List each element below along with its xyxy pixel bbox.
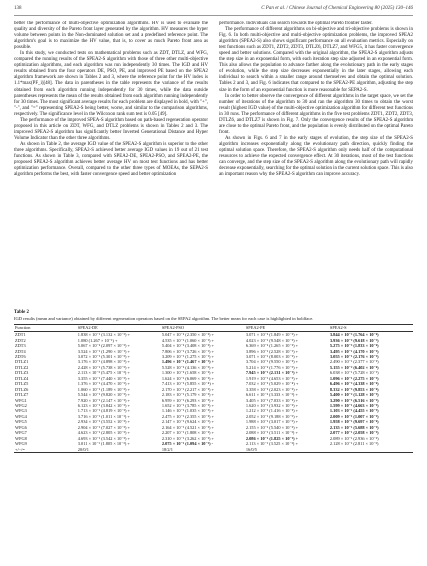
value-cell: 3.358 × 10⁻² (2.023 × 10⁻²) + — [245, 386, 299, 392]
value-cell: 1.958 × 10⁻¹ (9.697 × 10⁻⁴) — [329, 419, 379, 425]
page-number: 138 — [14, 6, 22, 11]
value-cell: 5.528 × 10⁻² (4.136 × 10⁻³) + — [161, 364, 215, 370]
value-cell: 3.011 × 10⁻¹ (1.805 × 10⁻²) + — [77, 441, 130, 447]
column-header: Function — [14, 324, 77, 332]
value-cell: 1.096 × 10⁻¹ (2.275 × 10⁻²) — [329, 375, 379, 381]
value-cell: 2.428 × 10⁻¹ (5.738 × 10⁻³) + — [77, 364, 130, 370]
value-cell: 1.919 × 10⁻¹ (4.653 × 10⁻²) + — [245, 375, 299, 381]
value-cell: 2.904 × 10⁻¹ (7.027 × 10⁻²) + — [77, 424, 130, 430]
value-cell: 20/0/1 — [77, 447, 161, 453]
value-cell: 2.088 × 10⁻¹ (3.511 × 10⁻³) + — [245, 430, 298, 436]
value-cell: 2.086 × 10⁻¹ (1.825 × 10⁻²) + — [245, 435, 299, 441]
value-cell: 5.155 × 10⁻² (6.402 × 10⁻⁴) — [329, 364, 379, 370]
column-header: SPEA2-PSO — [161, 324, 245, 332]
value-cell: 1.376 × 10⁻¹ (4.470 × 10⁻³) + — [77, 381, 130, 387]
value-cell: 1.212 × 10⁻¹ (1.416 × 10⁻²) + — [245, 408, 299, 414]
value-cell: 2.113 × 10⁻¹ (3.525 × 10⁻²) + — [245, 441, 298, 447]
value-cell: 1.599 × 10⁻¹ (4.663 × 10⁻²) — [329, 403, 379, 409]
value-cell: 1.496 × 10⁻¹ (1.467 × 10⁻¹) + — [161, 359, 215, 365]
function-cell: DTLZ5 — [15, 381, 29, 387]
function-cell: WFG1 — [15, 397, 27, 403]
value-cell: 3.524 × 10⁻¹ (1.290 × 10⁻¹) + — [77, 348, 130, 354]
page-header — [14, 6, 413, 11]
value-cell: 3.072 × 10⁻¹ (5.301 × 10⁻²) + — [77, 353, 130, 359]
function-cell: WFG9 — [15, 441, 27, 447]
value-cell: 2.490 × 10⁻¹ (2.377 × 10⁻²) — [329, 359, 379, 365]
body-columns — [14, 21, 413, 304]
value-cell: 3.844 × 10⁻³ (1.764 × 10⁻⁴) — [329, 332, 379, 338]
header-rule — [14, 15, 413, 16]
value-cell: 3.071 × 10⁻¹ (8.003 × 10⁻²) + — [245, 353, 299, 359]
function-cell: WFG7 — [15, 430, 27, 436]
value-cell: 7.032 × 10⁻³ (5.029 × 10⁻⁴) + — [245, 381, 299, 387]
paragraph: As shown in Table 2, the average IGD value of the SPEA2-S algorithm is superior to the other three algorithms. Specifically, SPEA2-S achieved better average IGD values in 19 out of 21 test functions. As shown in Table 3, compared with SPEA2-DE, SPEA2-PSO, and SPEA2-PE, the proposed SPEA2-S algorithm achieves better average HV on most test functions and has better optimization performance. Overall, compared to the other three types of MOEAs, the SEPA2-S algorithm performs the best, with faster convergence speed and better optimization — [14, 141, 208, 178]
function-cell: WFG5 — [15, 419, 27, 425]
journal-citation: C Pan et al. / Chinese Journal of Chemical Engineering 80 (2025) 130–146 — [261, 6, 413, 11]
value-cell: 1.838 × 10⁻¹ (3.132 × 10⁻²) + — [77, 332, 130, 338]
value-cell: 2.310 × 10⁻¹ (3.262 × 10⁻²) + — [161, 435, 215, 441]
value-cell: 2.147 × 10⁻¹ (9.624 × 10⁻³) + — [161, 419, 215, 425]
value-cell: 6.369 × 10⁻² (1.265 × 10⁻²) + — [245, 343, 299, 349]
value-cell: 5.400 × 10⁻² (1.128 × 10⁻²) — [329, 392, 379, 398]
paragraph: In this study, we conducted tests on mathematical problems such as ZDT, DTLZ, and WFG, compared the running results of the SPEA2-S algorithm with those of three other multi-objective optimization algorithms, and each algorithm was run independently 30 times. The IGD and HV results obtained from the four operators DE, PSO, PE, and improved PE based on the SPEA2 algorithm framework are shown in Tables 2 and 3, where the reference point for the HV index is 1.1*max(PF_i)[48]. The data in parentheses in the table represents the variance of the results obtained from each algorithm running independently for 30 times, while the data outside parentheses represents the mean of the results obtained from each algorithm running independently for 30 times. The most significant average results for each problem are displayed in bold, with "+", "-", and "=" representing SPEA2-S being better, worse, and similar to the comparison algorithms, respectively. The significance level in the Wilcoxon rank sum test is 0.05 [49]. — [14, 51, 208, 117]
value-cell: 5.214 × 10⁻² (1.776 × 10⁻³) + — [245, 364, 299, 370]
value-cell: 7.413 × 10⁻³ (5.855 × 10⁻⁴) + — [161, 381, 215, 387]
value-cell: 3.936 × 10⁻³ (9.618 × 10⁻⁵) — [329, 337, 379, 343]
value-cell: 3.716 × 10⁻¹ (1.011 × 10⁻¹) + — [77, 413, 130, 419]
value-cell: 3.495 × 10⁻¹ (4.170 × 10⁻²) — [329, 348, 379, 354]
left-column — [14, 21, 208, 304]
function-cell: DTLZ6 — [15, 386, 29, 392]
function-cell: WFG8 — [15, 435, 27, 441]
value-cell: 2.089 × 10⁻¹ (2.936 × 10⁻³) — [329, 435, 379, 441]
value-cell: 4.535 × 10⁻¹ (1.060 × 10⁻¹) + — [161, 337, 215, 343]
value-cell: 3.704 × 10⁻¹ (9.550 × 10⁻²) + — [245, 359, 299, 365]
table-2 — [14, 310, 413, 453]
table-body — [14, 332, 413, 453]
value-cell: 5.275 × 10⁻³ (1.833 × 10⁻⁴) — [329, 343, 379, 349]
value-cell: 16/0/5 — [245, 447, 329, 453]
function-cell: +/−/= — [14, 447, 77, 453]
value-cell: 3.071 × 10⁻² (1.849 × 10⁻²) + — [245, 332, 299, 338]
value-cell: 2.009 × 10⁻¹ (1.007 × 10⁻²) — [329, 413, 379, 419]
value-cell: 2.113 × 10⁻² (5.475 × 10⁻²) + — [77, 370, 130, 376]
column-header: SPEA2-S — [329, 324, 413, 332]
function-cell: ZDT1 — [15, 332, 26, 338]
value-cell: 3.209 × 10⁻¹ (1.275 × 10⁻¹) + — [161, 353, 215, 359]
value-cell: 6.496 × 10⁻³ (4.338 × 10⁻⁴) — [329, 381, 379, 387]
value-cell: 3.355 × 10⁻¹ (7.440 × 10⁻²) + — [77, 375, 130, 381]
value-cell: 2.183 × 10⁻¹ (5.179 × 10⁻²) + — [161, 392, 215, 398]
value-cell: 3.055 × 10⁻¹ (2.176 × 10⁻²) — [329, 353, 379, 359]
value-cell: 3.290 × 10⁻¹ (6.516 × 10⁻²) — [329, 397, 379, 403]
table-caption: IGD results (mean and variance) obtained by different regeneration operators based on the SEPA2 algorithm. The better mean for each case is highlighted in boldface. — [14, 316, 314, 321]
value-cell: 8.332 × 10⁻³ (9.853 × 10⁻⁴) — [329, 386, 379, 392]
value-cell: 1.620 × 10⁻¹ (3.932 × 10⁻²) + — [245, 403, 299, 409]
paragraph: performance. Individuals can search towards the optimal Pareto frontier faster. — [219, 21, 373, 26]
value-cell: 1.713 × 10⁻¹ (4.819 × 10⁻²) + — [77, 408, 130, 414]
right-column — [219, 21, 413, 304]
value-cell: 2.164 × 10⁻¹ (4.521 × 10⁻²) + — [161, 424, 215, 430]
value-cell: 5.544 × 10⁻¹ (9.820 × 10⁻²) + — [77, 392, 130, 398]
value-cell: 1.146 × 10⁻¹ (1.035 × 10⁻²) + — [161, 408, 215, 414]
function-cell: DTLZ7 — [15, 392, 29, 398]
value-cell: 1.103 × 10⁻¹ (4.455 × 10⁻³) — [329, 408, 379, 414]
value-cell: 5.047 × 10⁻² (2.350 × 10⁻²) + — [161, 332, 215, 338]
paragraph: The performance of different algorithms on bi-objective and tri-objective problems is shown in Fig. 6. In both multi-objective and multi-objective optimization problems, the improved SPEA2 algorithm (SPEA2-S) also shows significant performance on all evaluation metrics. Especially on test functions such as ZDT1, ZDT2, ZDT3, DTLZ6, DTLZ7, and WFG5, it has faster convergence speed and better solutions. Compared with the original algorithm, the SPEA2-S algorithm adjusts the step size in an exponential form, with each iteration step size adjusted in an exponential form. This also allows the population to advance farther along the evolutionary path in the early stages of evolution, while the step size decreases exponentially in the later stages, allowing each individual to search within a smaller range around themselves and obtain the optimal solution. Tables 2 and 3, and Fig. 6 indicates that compared to the SPEA2-PE algorithm, adjusting the step size in the form of an exponential function is more reasonable for SEPA2-S. — [219, 27, 413, 93]
value-cell: 1.652 × 10⁻¹ (3.785 × 10⁻²) + — [161, 403, 215, 409]
value-cell: 4.623 × 10⁻¹ (2.805 × 10⁻²) + — [77, 430, 130, 436]
function-cell: ZDT3 — [15, 343, 26, 349]
value-cell: 3.176 × 10⁻¹ (4.898 × 10⁻²) + — [77, 359, 130, 365]
function-cell: ZDT2 — [15, 337, 26, 343]
value-cell: 3.405 × 10⁻¹ (7.033 × 10⁻²) + — [245, 397, 299, 403]
paragraph: As shown in Figs. 6 and 7 in the early stages of evolution, the step size of the SPEA2-S algorithm increases exponentially along the evolutionary path direction, quickly finding the optimal solution space. Therefore, the SPEA2-S algorithm only needs half of the computational resources to achieve the expected convergence effect. At 30 iterations, most of the test functions can converge, and the step size of the SPEA2-S algorithm along the evolutionary path will rapidly decrease exponentially, searching for the optimal solution in the current solution space. This is also an important reason why the SPEA2-S algorithm can improve accuracy. — [219, 135, 413, 178]
value-cell: 4.693 × 10⁻¹ (3.542 × 10⁻²) + — [77, 435, 130, 441]
function-cell: DTLZ2 — [15, 364, 29, 370]
table-header-row — [14, 324, 413, 332]
value-cell: 2.075 × 10⁻¹ (1.094 × 10⁻²) - — [161, 441, 214, 447]
value-cell: 6.611 × 10⁻² (3.333 × 10⁻²) + — [245, 392, 298, 398]
value-cell: 2.207 × 10⁻¹ (1.808 × 10⁻²) + — [161, 430, 215, 436]
paragraph: The performance of the improved SPEA-S algorithm based on path-based regeneration operator proposed in this article on ZDT, WFG, and DTLZ problems is shown in Tables 2 and 3. The improved SPEA2-S algorithm has significantly better Inverted Generational Distance and Hyper Volume Indicator than the other three algorithms. — [14, 117, 208, 141]
value-cell: 7.806 × 10⁻¹ (3.726 × 10⁻¹) + — [161, 348, 215, 354]
value-cell: 1.080 (1.267 × 10⁻¹) + — [77, 337, 118, 343]
value-cell: 6.959 × 10⁻¹ (6.293 × 10⁻²) + — [161, 397, 215, 403]
value-cell: 6.123 × 10⁻¹ (3.842 × 10⁻²) + — [77, 403, 130, 409]
function-cell: DTLZ4 — [15, 375, 29, 381]
value-cell: 7.920 × 10⁻¹ (2.147 × 10⁻²) + — [77, 397, 130, 403]
value-cell: 5.067 × 10⁻² (2.097 × 10⁻²) + — [77, 343, 130, 349]
value-cell: 2.135 × 10⁻¹ (5.688 × 10⁻²) — [329, 424, 379, 430]
paragraph: better the performance of multi-objective optimization algorithms. HV is used to evaluate the quality and diversity of the Pareto front layer generated by the algorithm. HV measures the hyper volume between points in the Non-dominated solution set and a predefined reference point. The algorithm's goal is to maximize the HV value, that is, to cover as much Pareto front area as possible. — [14, 21, 208, 51]
value-cell: 7.945 × 10⁻¹ (2.131 × 10⁻¹) + — [245, 370, 299, 376]
function-cell: WFG6 — [15, 424, 27, 430]
value-cell: 2.475 × 10⁻¹ (2.355 × 10⁻²) + — [161, 413, 215, 419]
value-cell: 18/2/1 — [161, 447, 245, 453]
value-cell: 5.404 × 10⁻² (3.408 × 10⁻²) + — [161, 343, 215, 349]
function-cell: ZDT4 — [15, 348, 26, 354]
value-cell: 1.300 × 10⁻² (1.658 × 10⁻²) + — [161, 370, 215, 376]
table-row — [14, 447, 413, 453]
igd-results-table — [14, 324, 413, 454]
value-cell: 2.934 × 10⁻¹ (3.552 × 10⁻²) + — [77, 419, 130, 425]
paragraph: In order to better observe the convergence of different algorithms in the target space, we set the number of iterations of the algorithm to 30 and ran the algorithm 30 times to obtain the worst result (highest IGD value) of the multi-objective optimization algorithm for different test functions in 30 runs. The performance of different algorithms in the five test problems ZDT1, ZDT2, ZDT3, DTLZ6, and DTLZ7 is shown in Fig. 7. Only the convergence results of the SPEA2-S algorithm are close to the optimal Pareto front, and the population is evenly distributed on the optimal Pareto front. — [219, 93, 413, 135]
function-cell: ZDT6 — [15, 353, 26, 359]
column-header: SPEA2-PE — [245, 324, 329, 332]
value-cell: 2.128 × 10⁻¹ (2.811 × 10⁻²) — [329, 441, 379, 447]
column-header: SPEA2-DE — [77, 324, 161, 332]
value-cell: 2.170 × 10⁻¹ (2.217 × 10⁻²) + — [161, 386, 215, 392]
value-cell: 1.988 × 10⁻¹ (3.017 × 10⁻³) + — [245, 419, 299, 425]
value-cell: 2.052 × 10⁻¹ (9.188 × 10⁻³) + — [245, 413, 299, 419]
table-label: Table 2 — [14, 310, 29, 315]
function-cell: WFG3 — [15, 408, 27, 414]
function-cell: DTLZ3 — [15, 370, 29, 376]
function-cell: DTLZ1 — [15, 359, 29, 365]
value-cell: 4.023 × 10⁻¹ (9.548 × 10⁻²) + — [245, 337, 299, 343]
value-cell: 1.060 × 10⁻¹ (1.189 × 10⁻²) + — [77, 386, 130, 392]
value-cell: 1.624 × 10⁻¹ (6.069 × 10⁻²) + — [161, 375, 215, 381]
value-cell — [329, 447, 413, 453]
value-cell: 2.155 × 10⁻¹ (5.540 × 10⁻²) + — [245, 424, 299, 430]
value-cell: 3.896 × 10⁻¹ (2.528 × 10⁻¹) + — [245, 348, 299, 354]
function-cell: WFG2 — [15, 403, 27, 409]
value-cell: 6.038 × 10⁻¹ (5.728 × 10⁻¹) — [329, 370, 379, 376]
value-cell: 2.077 × 10⁻¹ (2.058 × 10⁻³) — [329, 430, 379, 436]
function-cell: WFG4 — [15, 413, 27, 419]
